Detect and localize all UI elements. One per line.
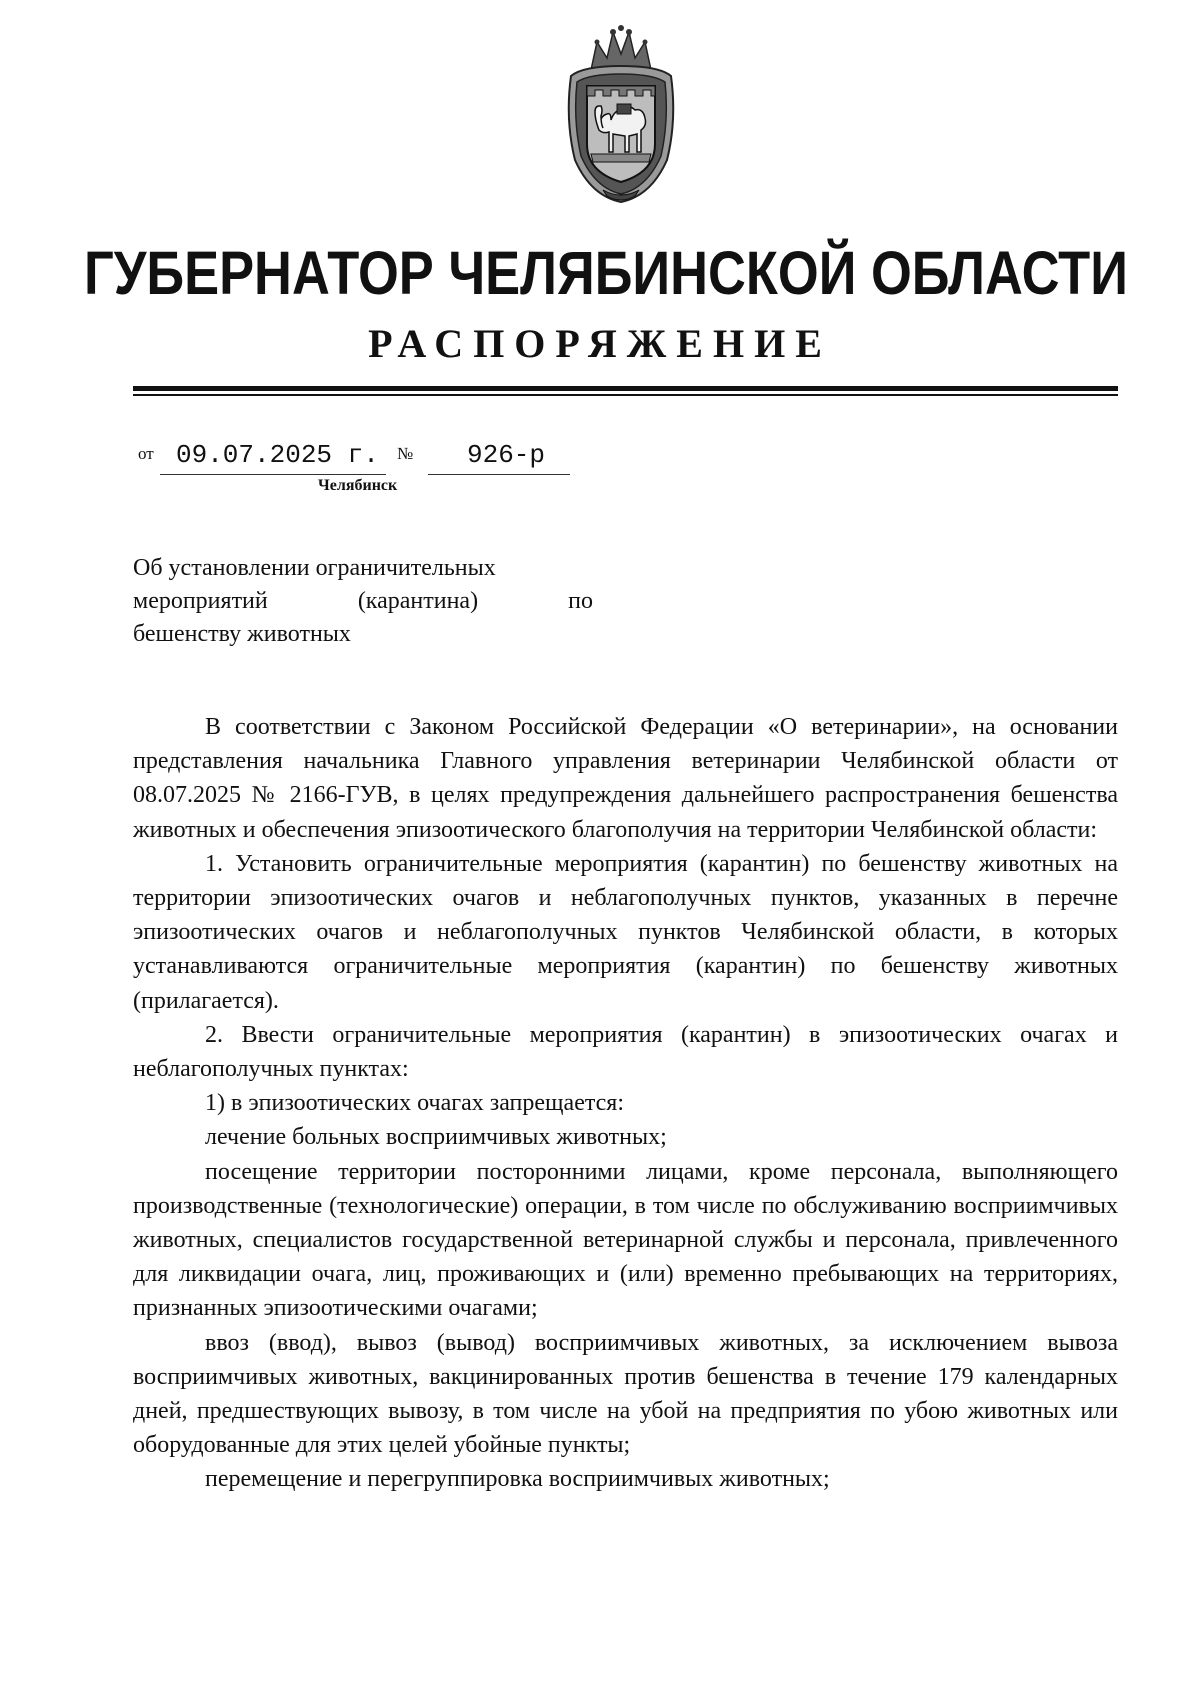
body-paragraph: 1) в эпизоотических очагах запрещается:	[205, 1090, 624, 1117]
subject-word: мероприятий	[133, 588, 268, 614]
body-paragraph: лечение больных восприимчивых животных;	[205, 1124, 667, 1151]
number-prefix: №	[397, 444, 414, 463]
document-date: 09.07.2025 г.	[176, 440, 379, 470]
subject-word: (карантина)	[357, 588, 479, 614]
document-subject	[133, 552, 593, 651]
body-paragraph: 2. Ввести ограничительные мероприятия (карантин) в эпизоотических очагах и неблагополучных пунктах:	[133, 1021, 1118, 1083]
header-rule-thin	[133, 394, 1118, 396]
body-paragraph: 1. Установить ограничительные мероприятия (карантин) по бешенству животных на территории эпизоотических очагов и неблагополучных пунктов, указанных в перечне эпизоотических очагов и неблагополучных пунктов Челябинской области, в которых устанавливаются ограничительные мероприятия (карантин) по бешенству животных (прилагается).	[133, 850, 1118, 1014]
header-rule-thick	[133, 386, 1118, 391]
date-prefix: от	[138, 444, 154, 463]
document-city: Челябинск	[318, 477, 398, 494]
body-paragraph: перемещение и перегруппировка восприимчивых животных;	[205, 1466, 830, 1493]
document-number: 926-р	[467, 440, 546, 470]
subject-word: по	[568, 588, 593, 614]
document-type: РАСПОРЯЖЕНИЕ	[368, 321, 832, 366]
document-body	[133, 710, 1118, 1497]
body-paragraph: посещение территории посторонними лицами, кроме персонала, выполняющего производственные (технологические) операции, в том числе по обслуживанию восприимчивых животных, специалистов государственной ветеринарной службы и персонала, привлеченного для ликвидации очага, лиц, проживающих и (или) временно пребывающих на территориях, признанных эпизоотическими очагами;	[133, 1158, 1118, 1322]
body-paragraph: ввоз (ввод), вывоз (вывод) восприимчивых животных, за исключением вывоза восприимчивых животных, вакцинированных против бешенства в течение 179 календарных дней, предшествующих вывозу, в том числе на убой на предприятия по убою животных или оборудованные для этих целей убойные пункты;	[133, 1329, 1118, 1459]
governor-title: ГУБЕРНАТОР ЧЕЛЯБИНСКОЙ ОБЛАСТИ	[84, 239, 1128, 307]
subject-line-2	[133, 585, 593, 618]
subject-line-1-text: Об установлении ограничительных	[133, 555, 496, 581]
number-underline	[428, 474, 570, 475]
subject-line-1	[133, 552, 593, 585]
body-paragraph: В соответствии с Законом Российской Федерации «О ветеринарии», на основании представления начальника Главного управления ветеринарии Челябинской области от 08.07.2025 № 2166-ГУВ, в целях предупреждения дальнейшего распространения бешенства животных и обеспечения эпизоотического благополучия на территории Челябинской области:	[133, 714, 1118, 843]
subject-line-3: бешенству животных	[133, 621, 351, 647]
coat-of-arms-icon	[555, 20, 687, 210]
date-underline	[160, 474, 386, 475]
